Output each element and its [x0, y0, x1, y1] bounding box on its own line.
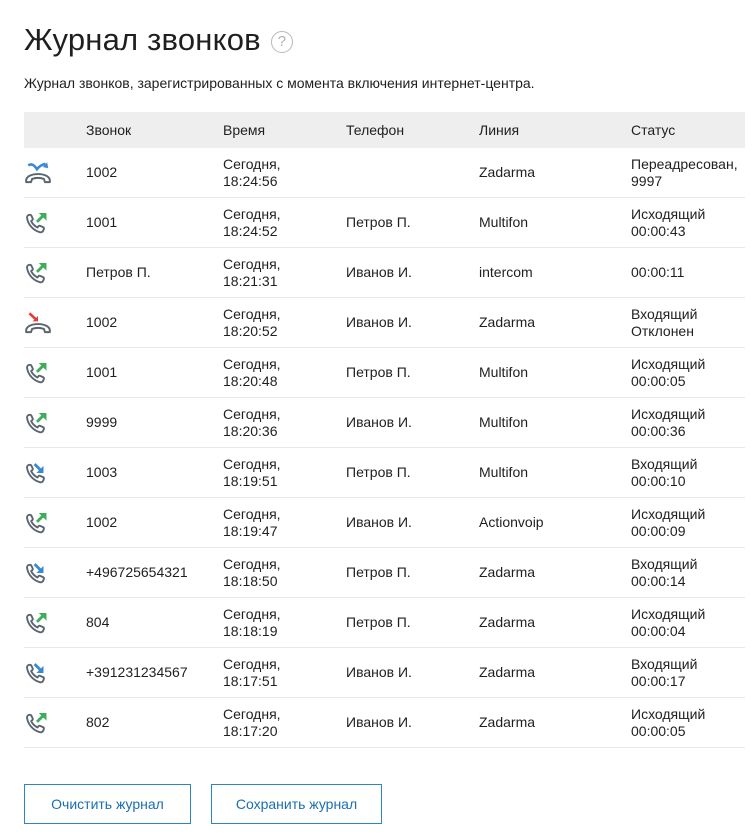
call-line: Multifon: [479, 214, 529, 230]
incoming-call-icon: [24, 661, 86, 685]
call-time: [223, 498, 346, 548]
call-time-line: 18:18:19: [223, 622, 278, 639]
call-phone: [346, 148, 479, 198]
page-title: Журнал звонков: [24, 22, 261, 57]
table-row: [24, 498, 745, 548]
call-status: [631, 448, 745, 498]
call-number: 9999: [86, 414, 118, 430]
call-time: [223, 398, 346, 448]
call-line: Zadarma: [479, 564, 536, 580]
call-time: [223, 448, 346, 498]
call-status-line: Входящий: [631, 555, 698, 572]
header-time: Время: [223, 122, 266, 138]
call-time-line: Сегодня,: [223, 255, 281, 272]
call-status-line: 00:00:14: [631, 572, 686, 589]
call-type-cell: [24, 698, 86, 748]
incoming-call-icon: [24, 561, 86, 585]
call-time-line: 18:17:20: [223, 722, 278, 739]
call-time-line: Сегодня,: [223, 555, 281, 572]
call-number: +391231234567: [86, 664, 188, 680]
call-status-line: Исходящий: [631, 505, 706, 522]
forwarded-call-icon: [24, 161, 86, 185]
outgoing-call-icon: [24, 711, 86, 735]
call-type-cell: [24, 248, 86, 298]
call-number: 1002: [86, 314, 118, 330]
table-row: [24, 148, 745, 198]
call-number: +496725654321: [86, 564, 188, 580]
outgoing-call-icon: [24, 211, 86, 235]
call-time: [223, 148, 346, 198]
call-status: [631, 198, 745, 248]
call-time-line: Сегодня,: [223, 505, 281, 522]
call-time-line: Сегодня,: [223, 455, 281, 472]
table-row: [24, 298, 745, 348]
call-phone: Петров П.: [346, 364, 411, 380]
call-time: [223, 598, 346, 648]
call-status-line: Входящий: [631, 655, 698, 672]
table-row: [24, 598, 745, 648]
call-type-cell: [24, 498, 86, 548]
call-status-line: 00:00:17: [631, 672, 686, 689]
header-line: Линия: [479, 122, 520, 138]
help-icon[interactable]: ?: [271, 31, 293, 53]
call-number: 804: [86, 614, 110, 630]
call-number: 1001: [86, 364, 118, 380]
call-time-line: 18:21:31: [223, 272, 278, 289]
table-row: [24, 648, 745, 698]
call-status: [631, 348, 745, 398]
call-time-line: Сегодня,: [223, 705, 281, 722]
page-subtitle: Журнал звонков, зарегистрированных с момента включения интернет-центра.: [24, 75, 535, 91]
call-time-line: Сегодня,: [223, 405, 281, 422]
call-status-line: Входящий: [631, 455, 698, 472]
call-status-line: Исходящий: [631, 205, 706, 222]
call-time: [223, 648, 346, 698]
call-line: Multifon: [479, 364, 529, 380]
call-status-line: Переадресован,: [631, 155, 738, 172]
call-status-line: Исходящий: [631, 355, 706, 372]
call-type-cell: [24, 148, 86, 198]
call-line: Multifon: [479, 414, 529, 430]
call-status-line: Входящий: [631, 305, 698, 322]
call-status-line: 9997: [631, 172, 663, 189]
outgoing-call-icon: [24, 361, 86, 385]
call-line: intercom: [479, 264, 533, 280]
table-row: [24, 448, 745, 498]
call-status: [631, 498, 745, 548]
call-time-line: 18:20:48: [223, 372, 278, 389]
outgoing-call-icon: [24, 511, 86, 535]
call-time: [223, 298, 346, 348]
outgoing-call-icon: [24, 611, 86, 635]
call-time-line: 18:24:52: [223, 222, 278, 239]
table-row: [24, 548, 745, 598]
call-status-line: 00:00:10: [631, 472, 686, 489]
call-status: [631, 598, 745, 648]
call-phone: Иванов И.: [346, 664, 412, 680]
call-line: Actionvoip: [479, 514, 544, 530]
call-number: 1001: [86, 214, 118, 230]
call-phone: Петров П.: [346, 214, 411, 230]
call-line: Zadarma: [479, 314, 536, 330]
call-status: [631, 548, 745, 598]
call-time-line: 18:17:51: [223, 672, 278, 689]
clear-log-button[interactable]: Очистить журнал: [24, 784, 191, 824]
call-status: [631, 248, 745, 298]
call-time-line: Сегодня,: [223, 205, 281, 222]
call-status-line: 00:00:09: [631, 522, 686, 539]
call-line: Zadarma: [479, 664, 536, 680]
call-number: 1002: [86, 514, 118, 530]
call-type-cell: [24, 398, 86, 448]
call-phone: Иванов И.: [346, 414, 412, 430]
call-phone: Иванов И.: [346, 714, 412, 730]
call-time-line: 18:24:56: [223, 172, 278, 189]
incoming-call-icon: [24, 461, 86, 485]
call-number: 1002: [86, 164, 118, 180]
outgoing-call-icon: [24, 411, 86, 435]
call-line: Zadarma: [479, 714, 536, 730]
call-phone: Иванов И.: [346, 514, 412, 530]
call-time: [223, 698, 346, 748]
rejected-call-icon: [24, 311, 86, 335]
call-status: [631, 698, 745, 748]
call-status-line: 00:00:04: [631, 622, 686, 639]
call-time-line: Сегодня,: [223, 305, 281, 322]
table-header-row: [24, 112, 745, 148]
call-type-cell: [24, 298, 86, 348]
call-log-table: [24, 112, 745, 748]
header-phone: Телефон: [346, 122, 405, 138]
call-type-cell: [24, 348, 86, 398]
table-row: [24, 398, 745, 448]
call-time-line: 18:19:51: [223, 472, 278, 489]
call-time-line: Сегодня,: [223, 155, 281, 172]
call-time: [223, 548, 346, 598]
title-row: [24, 22, 293, 58]
call-status-line: Исходящий: [631, 405, 706, 422]
table-row: [24, 248, 745, 298]
call-phone: Иванов И.: [346, 264, 412, 280]
call-status: [631, 648, 745, 698]
call-time: [223, 348, 346, 398]
call-status: [631, 298, 745, 348]
call-status: [631, 148, 745, 198]
call-number: 1003: [86, 464, 118, 480]
call-status-line: 00:00:05: [631, 372, 686, 389]
call-status-line: 00:00:43: [631, 222, 686, 239]
call-type-cell: [24, 448, 86, 498]
call-line: Multifon: [479, 464, 529, 480]
call-status-line: Исходящий: [631, 705, 706, 722]
call-type-cell: [24, 648, 86, 698]
call-time-line: 18:19:47: [223, 522, 278, 539]
call-phone: Петров П.: [346, 464, 411, 480]
table-row: [24, 698, 745, 748]
header-status: Статус: [631, 122, 676, 138]
call-phone: Петров П.: [346, 614, 411, 630]
save-log-button[interactable]: Сохранить журнал: [211, 784, 382, 824]
call-line: Zadarma: [479, 164, 536, 180]
call-line: Zadarma: [479, 614, 536, 630]
header-call: Звонок: [86, 122, 132, 138]
call-status: [631, 398, 745, 448]
call-type-cell: [24, 598, 86, 648]
call-type-cell: [24, 548, 86, 598]
header-icon: [24, 112, 86, 148]
call-status-line: Исходящий: [631, 605, 706, 622]
table-row: [24, 348, 745, 398]
call-time: [223, 248, 346, 298]
call-rows: [24, 148, 745, 748]
call-number: 802: [86, 714, 110, 730]
call-time: [223, 198, 346, 248]
call-number: Петров П.: [86, 264, 151, 280]
call-status-line: 00:00:36: [631, 422, 686, 439]
action-buttons: [24, 784, 382, 824]
call-time-line: Сегодня,: [223, 655, 281, 672]
call-status-line: 00:00:11: [631, 264, 685, 280]
call-status-line: Отклонен: [631, 322, 694, 339]
call-time-line: 18:18:50: [223, 572, 278, 589]
table-row: [24, 198, 745, 248]
call-time-line: 18:20:36: [223, 422, 278, 439]
call-time-line: Сегодня,: [223, 605, 281, 622]
call-type-cell: [24, 198, 86, 248]
call-status-line: 00:00:05: [631, 722, 686, 739]
call-phone: Петров П.: [346, 564, 411, 580]
call-time-line: Сегодня,: [223, 355, 281, 372]
outgoing-call-icon: [24, 261, 86, 285]
call-phone: Иванов И.: [346, 314, 412, 330]
call-time-line: 18:20:52: [223, 322, 278, 339]
